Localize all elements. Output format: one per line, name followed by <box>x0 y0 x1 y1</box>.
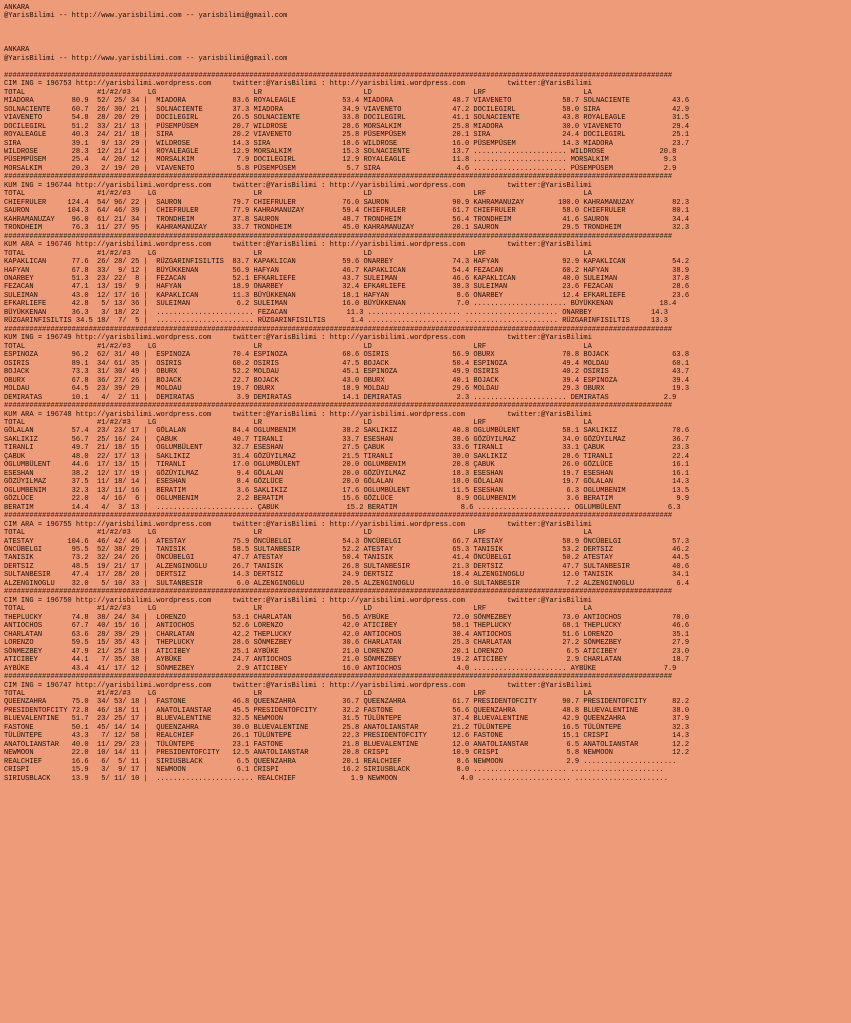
report-line: CHARLATAN 63.6 28/ 39/ 29 | CHARLATAN 42.2 THEPLUCKY 42.0 ANTIOCHOS 30.4 ANTIOCHOS 51.6 LORENZO 35.1 <box>4 630 690 639</box>
report-line: SIRA 39.1 9/ 13/ 29 | WILDROSE 14.3 SIRA 18.6 WILDROSE 16.0 PÜSEMPÜSEM 14.3 MIADORA 23.7 <box>4 139 690 148</box>
report-line: SIRIUSBLACK 13.9 5/ 11/ 10 | ....................... REALCHIEF 1.9 NEWMOON 4.0 ...................... ...................... <box>4 774 668 783</box>
report-line <box>4 21 851 29</box>
report-line: OGLUMBENIM 32.3 13/ 11/ 16 | BERATIM 3.6 SAKLIKIZ 17.6 OGLUMBÜLENT 11.5 ESESHAN 6.3 OGLUMBENIM 13.5 <box>4 486 690 495</box>
report-line: ALZENGINOGLU 32.0 5/ 10/ 33 | SULTANBESIR 6.0 ALZENGINOGLU 20.5 ALZENGINOGLU 16.0 SULTANBESIR 7.2 ALZENGINOGLU 6.4 <box>4 579 690 588</box>
report-line: LORENZO 59.5 15/ 35/ 43 | THEPLUCKY 28.6 SÖNMEZBEY 30.6 CHARLATAN 25.3 CHARLATAN 27.2 SÖNMEZBEY 27.9 <box>4 639 690 648</box>
column-header-line: TOTAL #1/#2/#3 LG LR LD LRF LA <box>4 689 592 698</box>
report-line: BLUEVALENTINE 51.7 23/ 25/ 17 | BLUEVALENTINE 32.5 NEWMOON 31.5 TÜLÜNTEPE 37.4 BLUEVALENTINE 42.9 QUEENZAHRA 37.9 <box>4 715 690 724</box>
column-header-line: TOTAL #1/#2/#3 LG LR LD LRF LA <box>4 190 592 199</box>
report-line: ESESHAN 38.2 12/ 17/ 19 | GÖZÜYILMAZ 9.4 GÖLALAN 20.0 GÖZÜYILMAZ 18.3 ESESHAN 19.7 ESESHAN 16.1 <box>4 469 690 478</box>
column-header-line: TOTAL #1/#2/#3 LG LR LD LRF LA <box>4 249 592 258</box>
column-header-line: TOTAL #1/#2/#3 LG LR LD LRF LA <box>4 418 592 427</box>
report-line: KAHRAMANUZAY 96.0 61/ 21/ 34 | TRONDHEIM 37.8 SAURON 48.7 TRONDHEIM 56.4 TRONDHEIM 41.6 SAURON 34.4 <box>4 215 690 224</box>
report-line: PRESIDENTOFCITY 72.8 46/ 18/ 11 | ANATOLIANSTAR 45.5 PRESIDENTOFCITY 32.2 FASTONE 56.6 QUEENZAHRA 48.8 BLUEVALENTINE 38.0 <box>4 706 690 715</box>
report-line: BÜYÜKKENAN 36.3 3/ 18/ 22 | ....................... FEZACAN 11.3 ...................... ...................... ONARBEY 14.3 <box>4 308 668 317</box>
separator-line: ############################################################################################################################################################## <box>4 325 673 334</box>
report-line: HAFYAN 67.8 33/ 9/ 12 | BÜYÜKKENAN 56.9 HAFYAN 46.7 KAPAKLICAN 54.4 FEZACAN 60.2 HAFYAN 38.9 <box>4 266 690 275</box>
city-title: ANKARA <box>4 4 30 12</box>
report-line: PÜSEMPÜSEM 25.4 4/ 20/ 12 | MORSALKIM 7.9 DOCILEGIRL 12.9 ROYALEAGLE 11.8 ...................... MORSALKIM 9.3 <box>4 156 677 165</box>
report-line: SULEIMAN 43.0 12/ 17/ 16 | KAPAKLICAN 11.3 BÜYÜKKENAN 18.1 HAFYAN 8.6 ONARBEY 12.4 EFKARLIEFE 23.6 <box>4 291 690 300</box>
race-header-line: KUM ARA = 196748 http://yarisbilimi.wordpress.com twitter:@YarisBilimi : http://yarisbilimi.wordpress.com twitter:@YarisBilimi <box>4 410 592 419</box>
column-header-line: TOTAL #1/#2/#3 LG LR LD LRF LA <box>4 605 592 614</box>
report-line: FASTONE 50.1 45/ 14/ 14 | QUEENZAHRA 30.0 BLUEVALENTINE 25.8 ANATOLIANSTAR 21.2 TÜLÜNTEPE 16.5 TÜLÜNTEPE 32.3 <box>4 723 690 732</box>
separator-line: ############################################################################################################################################################## <box>4 673 673 682</box>
report-line: WILDROSE 28.3 12/ 21/ 14 | ROYALEAGLE 12.9 MORSALKIM 15.3 SOLNACIENTE 13.7 ...................... WILDROSE 20.8 <box>4 147 677 156</box>
separator-line: ############################################################################################################################################################## <box>4 512 673 521</box>
report-line: DOCILEGIRL 51.2 33/ 21/ 13 | PÜSEMPÜSEM 20.7 WILDROSE 28.6 MORSALKIM 25.8 MIADORA 30.0 VIAVENETO 29.4 <box>4 122 690 131</box>
race-header-line: KUM ARA = 196746 http://yarisbilimi.wordpress.com twitter:@YarisBilimi : http://yarisbilimi.wordpress.com twitter:@YarisBilimi <box>4 241 592 250</box>
race-header-line: CIM ING = 196747 http://yarisbilimi.wordpress.com twitter:@YarisBilimi : http://yarisbilimi.wordpress.com twitter:@YarisBilimi <box>4 681 592 690</box>
report-line: SAURON 104.3 64/ 46/ 39 | CHIEFRULER 77.9 KAHRAMANUZAY 59.4 CHIEFRULER 61.7 CHIEFRULER 58.0 CHIEFRULER 80.1 <box>4 207 690 216</box>
report-line: KAPAKLICAN 77.6 26/ 28/ 25 | RÜZGARINFISILTIS 83.7 KAPAKLICAN 59.6 ONARBEY 74.3 HAFYAN 92.9 KAPAKLICAN 54.2 <box>4 258 690 267</box>
report-line: MORSALKIM 20.3 2/ 19/ 20 | VIAVENETO 5.8 PÜSEMPÜSEM 5.7 SIRA 4.6 ...................... PÜSEMPÜSEM 2.9 <box>4 164 677 173</box>
report-line: OSIRIS 89.1 34/ 61/ 35 | OSIRIS 60.2 OSIRIS 47.5 BOJACK 50.4 ESPINOZA 49.4 MOLDAU 60.1 <box>4 359 690 368</box>
report-line: ONARBEY 51.3 23/ 22/ 8 | FEZACAN 52.1 EFKARLIEFE 43.7 SULEIMAN 46.6 KAPAKLICAN 40.0 SULEIMAN 37.8 <box>4 275 690 283</box>
report-line: DEMIRATAS 10.1 4/ 2/ 11 | DEMIRATAS 3.9 DEMIRATAS 14.1 DEMIRATAS 2.3 ...................... DEMIRATAS 2.9 <box>4 393 677 402</box>
report-line: BOJACK 73.3 31/ 30/ 49 | OBURX 52.2 MOLDAU 45.1 ESPINOZA 49.9 OSIRIS 40.2 OSIRIS 43.7 <box>4 368 690 377</box>
report-line: ANTIOCHOS 67.7 40/ 15/ 16 | ANTIOCHOS 52.6 LORENZO 42.0 ATICIBEY 58.1 THEPLUCKY 68.1 THEPLUCKY 46.6 <box>4 622 690 631</box>
report-line <box>4 63 851 71</box>
report-line: MIADORA 80.9 52/ 25/ 34 | MIADORA 83.6 ROYALEAGLE 53.4 MIADORA 48.7 VIAVENETO 58.7 SOLNACIENTE 43.6 <box>4 97 690 106</box>
report-line: ESPINOZA 96.2 62/ 31/ 40 | ESPINOZA 70.4 ESPINOZA 60.6 OSIRIS 56.9 OBURX 70.8 BOJACK 63.8 <box>4 351 690 360</box>
report-line <box>4 29 851 37</box>
separator-line: ############################################################################################################################################################## <box>4 588 673 597</box>
separator-line: ############################################################################################################################################################## <box>4 402 673 411</box>
race-header-line: CIM ING = 196753 http://yarisbilimi.wordpress.com twitter:@YarisBilimi : http://yarisbilimi.wordpress.com twitter:@YarisBilimi <box>4 80 592 89</box>
report-line: VIAVENETO 54.8 28/ 20/ 29 | DOCILEGIRL 26.5 SOLNACIENTE 33.8 DOCILEGIRL 41.1 SOLNACIENTE 43.8 ROYALEAGLE 31.5 <box>4 114 690 123</box>
report-line: OBURX 67.8 36/ 27/ 26 | BOJACK 22.7 BOJACK 43.0 OBURX 40.1 BOJACK 39.4 ESPINOZA 39.4 <box>4 376 690 385</box>
report-line: CHIEFRULER 124.4 54/ 96/ 22 | SAURON 79.7 CHIEFRULER 76.0 SAURON 90.9 KAHRAMANUZAY 100.0 KAHRAMANUZAY 82.3 <box>4 198 690 207</box>
report-line: ATESTAY 104.6 46/ 42/ 46 | ATESTAY 75.9 ÖNCÜBELGI 54.3 ÖNCÜBELGI 66.7 ATESTAY 58.9 ÖNCÜBELGI 57.3 <box>4 537 690 546</box>
column-header-line: TOTAL #1/#2/#3 LG LR LD LRF LA <box>4 88 592 97</box>
report-line: GÖZLÜCE 22.0 4/ 16/ 6 | OGLUMBENIM 2.2 BERATIM 15.6 GÖZLÜCE 8.9 OGLUMBENIM 3.6 BERATIM 9.9 <box>4 495 690 504</box>
race-header-line: CIM ING = 196750 http://yarisbilimi.wordpress.com twitter:@YarisBilimi : http://yarisbilimi.wordpress.com twitter:@YarisBilimi <box>4 596 592 605</box>
report-line: NEWMOON 22.0 10/ 14/ 11 | PRESIDENTOFCITY 12.5 ANATOLIANSTAR 20.8 CRISPI 10.9 CRISPI 5.8 NEWMOON 12.2 <box>4 749 690 758</box>
report-line <box>4 38 851 46</box>
contact-line: @YarisBilimi -- http://www.yarisbilimi.com -- yarisbilimi@gmail.com <box>4 12 288 21</box>
report-line: SÖNMEZBEY 47.9 21/ 25/ 18 | ATICIBEY 25.1 AYBÜKE 21.0 LORENZO 20.1 LORENZO 6.5 ATICIBEY 23.0 <box>4 647 690 656</box>
report-line: EFKARLIEFE 42.8 5/ 13/ 36 | SULEIMAN 6.2 SULEIMAN 16.0 BÜYÜKKENAN 7.0 ...................... BÜYÜKKENAN 18.4 <box>4 300 677 309</box>
report-line: OGLUMBÜLENT 44.6 17/ 13/ 15 | TIRANLI 17.0 OGLUMBÜLENT 20.0 OGLUMBENIM 20.8 ÇABUK 26.0 GÖZLÜCE 16.1 <box>4 461 690 470</box>
report-line: BERATIM 14.4 4/ 3/ 13 | ....................... ÇABUK 15.2 BERATIM 8.6 ...................... OGLUMBÜLENT 6.3 <box>4 503 681 512</box>
report-line: TRONDHEIM 76.3 11/ 27/ 95 | KAHRAMANUZAY 33.7 TRONDHEIM 45.0 KAHRAMANUZAY 20.1 SAURON 29.5 TRONDHEIM 32.3 <box>4 224 690 233</box>
report-line: ANATOLIANSTAR 40.0 11/ 29/ 23 | TÜLÜNTEPE 23.1 FASTONE 21.8 BLUEVALENTINE 12.0 ANATOLIANSTAR 6.5 ANATOLIANSTAR 12.2 <box>4 740 690 749</box>
separator-line: ############################################################################################################################################################## <box>4 71 673 80</box>
report-line: QUEENZAHRA 75.0 34/ 53/ 18 | FASTONE 46.8 QUEENZAHRA 36.7 QUEENZAHRA 61.7 PRESIDENTOFCITY 90.7 PRESIDENTOFCITY 82.2 <box>4 698 690 707</box>
report-line: SOLNACIENTE 60.7 26/ 30/ 21 | SOLNACIENTE 37.3 MIADORA 34.9 VIAVENETO 47.2 DOCILEGIRL 58.0 SIRA 42.9 <box>4 105 690 114</box>
report-line: GÖLALAN 57.4 23/ 23/ 17 | GÖLALAN 84.4 OGLUMBENIM 38.2 SAKLIKIZ 40.8 OGLUMBÜLENT 58.1 SAKLIKIZ 70.6 <box>4 427 690 436</box>
separator-line: ############################################################################################################################################################## <box>4 232 673 241</box>
report-line: ÖNCÜBELGI 95.5 52/ 38/ 29 | TANISIK 58.5 SULTANBESIR 52.2 ATESTAY 65.3 TANISIK 53.2 DERTSIZ 46.2 <box>4 546 690 554</box>
report-line: GÖZÜYILMAZ 37.5 11/ 18/ 14 | ESESHAN 8.4 GÖZLÜCE 20.0 GÖLALAN 18.0 GÖLALAN 19.7 GÖLALAN 14.3 <box>4 478 690 487</box>
report-line: ROYALEAGLE 40.3 24/ 21/ 18 | SIRA 20.2 VIAVENETO 25.8 PÜSEMPÜSEM 20.1 SIRA 24.4 DOCILEGIRL 25.1 <box>4 131 690 140</box>
race-header-line: KUM ING = 196749 http://yarisbilimi.wordpress.com twitter:@YarisBilimi : http://yarisbilimi.wordpress.com twitter:@YarisBilimi <box>4 334 592 343</box>
report-line: TIRANLI 49.7 21/ 18/ 15 | OGLUMBÜLENT 32.7 ESESHAN 27.5 ÇABUK 33.6 TIRANLI 33.1 ÇABUK 23.3 <box>4 444 690 453</box>
race-header-line: CIM ARA = 196755 http://yarisbilimi.wordpress.com twitter:@YarisBilimi : http://yarisbilimi.wordpress.com twitter:@YarisBilimi <box>4 520 592 529</box>
report-line: FEZACAN 47.1 13/ 19/ 9 | HAFYAN 18.9 ONARBEY 32.4 EFKARLIEFE 38.3 SULEIMAN 23.6 FEZACAN 28.6 <box>4 283 690 292</box>
column-header-line: TOTAL #1/#2/#3 LG LR LD LRF LA <box>4 529 592 538</box>
report-line: THEPLUCKY 74.8 38/ 24/ 34 | LORENZO 53.1 CHARLATAN 56.5 AYBÜKE 72.0 SÖNMEZBEY 73.0 ANTIOCHOS 70.0 <box>4 613 690 622</box>
report-line: CRISPI 15.9 3/ 9/ 17 | NEWMOON 6.1 CRISPI 16.2 SIRIUSBLACK 8.0 ...................... ...................... <box>4 766 664 775</box>
column-header-line: TOTAL #1/#2/#3 LG LR LD LRF LA <box>4 342 592 351</box>
report-line: TANISIK 73.2 32/ 24/ 26 | ÖNCÜBELGI 47.7 ATESTAY 50.4 TANISIK 41.4 ÖNCÜBELGI 50.2 ATESTAY 44.5 <box>4 554 690 563</box>
contact-line: @YarisBilimi -- http://www.yarisbilimi.com -- yarisbilimi@gmail.com <box>4 54 288 63</box>
report-line: SAKLIKIZ 56.7 25/ 16/ 24 | ÇABUK 40.7 TIRANLI 33.7 ESESHAN 38.6 GÖZÜYILMAZ 34.0 GÖZÜYILMAZ 36.7 <box>4 435 690 444</box>
report-line: SULTANBESIR 47.4 17/ 28/ 20 | DERTSIZ 14.3 DERTSIZ 24.9 DERTSIZ 18.4 ALZENGINOGLU 12.0 TANISIK 34.1 <box>4 571 690 580</box>
report-line: TÜLÜNTEPE 43.3 7/ 12/ 58 | REALCHIEF 26.1 TÜLÜNTEPE 22.3 PRESIDENTOFCITY 12.6 FASTONE 15.1 CRISPI 14.3 <box>4 732 690 741</box>
report-line: MOLDAU 64.5 23/ 39/ 29 | MOLDAU 19.7 OBURX 18.9 MOLDAU 29.6 MOLDAU 29.3 OBURX 19.3 <box>4 385 690 394</box>
report-line: ATICIBEY 44.1 7/ 35/ 38 | AYBÜKE 24.7 ANTIOCHOS 21.0 SÖNMEZBEY 19.2 ATICIBEY 2.9 CHARLATAN 18.7 <box>4 656 690 665</box>
separator-line: ############################################################################################################################################################## <box>4 173 673 182</box>
city-title: ANKARA <box>4 46 30 55</box>
report-line: RÜZGARINFISILTIS 34.5 18/ 7/ 5 | ....................... RÜZGARINFISILTIS 1.4 ...................... ...................... RÜZGARINFISILTIS 13.3 <box>4 317 668 326</box>
report-line: AYBÜKE 43.4 41/ 17/ 12 | SÖNMEZBEY 2.9 ATICIBEY 16.0 ANTIOCHOS 4.0 ...................... AYBÜKE 7.9 <box>4 664 677 673</box>
report-line: REALCHIEF 16.6 6/ 5/ 11 | SIRIUSBLACK 6.5 QUEENZAHRA 20.1 REALCHIEF 8.6 NEWMOON 2.9 ...................... <box>4 757 677 766</box>
report-line: ÇABUK 48.0 22/ 17/ 13 | SAKLIKIZ 31.4 GÖZÜYILMAZ 21.5 TIRANLI 30.0 SAKLIKIZ 28.6 TIRANLI 22.4 <box>4 452 690 461</box>
race-header-line: KUM ING = 196744 http://yarisbilimi.wordpress.com twitter:@YarisBilimi : http://yarisbilimi.wordpress.com twitter:@YarisBilimi <box>4 181 592 190</box>
report-line: DERTSIZ 48.5 19/ 21/ 17 | ALZENGINOGLU 26.7 TANISIK 26.8 SULTANBESIR 21.3 DERTSIZ 47.7 SULTANBESIR 40.6 <box>4 562 690 571</box>
